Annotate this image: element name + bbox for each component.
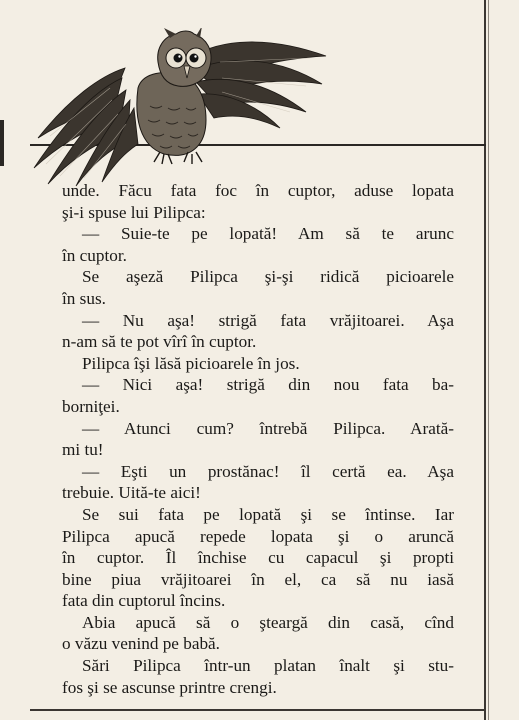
text-line: Pilipca îşi lăsă picioarele în jos. <box>82 353 300 373</box>
text-line: în sus. <box>62 288 106 308</box>
text-line: — Nu aşa! strigă fata vrăjitoarei. Aşa <box>82 310 454 330</box>
text-line: mi tu! <box>62 440 104 460</box>
text-line: o văzu venind pe babă. <box>62 634 220 654</box>
text-line: Pilipca apucă repede lopata şi o aruncă <box>62 526 454 546</box>
text-line: trebuie. Uită-te aici! <box>62 483 201 503</box>
text-line: Se sui fata pe lopată şi se întinse. Iar <box>82 504 454 524</box>
text-line: — Atunci cum? întrebă Pilipca. Arată- <box>82 418 454 438</box>
text-line: n-am să te pot vîrî în cuptor. <box>62 332 257 352</box>
text-line: fos şi se ascunse printre crengi. <box>62 677 277 697</box>
text-line: Abia apucă să o şteargă din casă, cînd <box>82 612 454 632</box>
text-line: — Suie-te pe lopată! Am să te arunc <box>82 224 454 244</box>
binding-mark <box>0 120 4 166</box>
text-line: fata din cuptorul încins. <box>62 591 226 611</box>
owl-icon <box>30 28 330 188</box>
text-line: unde. Făcu fata foc în cuptor, aduse lopata <box>62 181 454 200</box>
text-line: borniţei. <box>62 396 120 416</box>
text-line: în cuptor. <box>62 245 127 265</box>
text-line: bine piua vrăjitoarei în el, ca să nu iasă <box>62 569 454 589</box>
story-text <box>62 180 454 698</box>
text-line: în cuptor. Îl închise cu capacul şi propti <box>62 548 454 568</box>
text-line: Sări Pilipca într-un platan înalt şi stu- <box>82 656 454 676</box>
text-line: — Eşti un prostănac! îl certă ea. Aşa <box>82 461 454 481</box>
text-line: — Nici aşa! strigă din nou fata ba- <box>82 375 454 395</box>
text-line: şi-i spuse lui Pilipca: <box>62 202 206 222</box>
page-edge-rule-inner <box>488 0 489 720</box>
text-line: Se aşeză Pilipca şi-şi ridică picioarele <box>82 267 454 287</box>
page-edge-rule <box>484 0 486 720</box>
bottom-rule <box>30 709 486 711</box>
